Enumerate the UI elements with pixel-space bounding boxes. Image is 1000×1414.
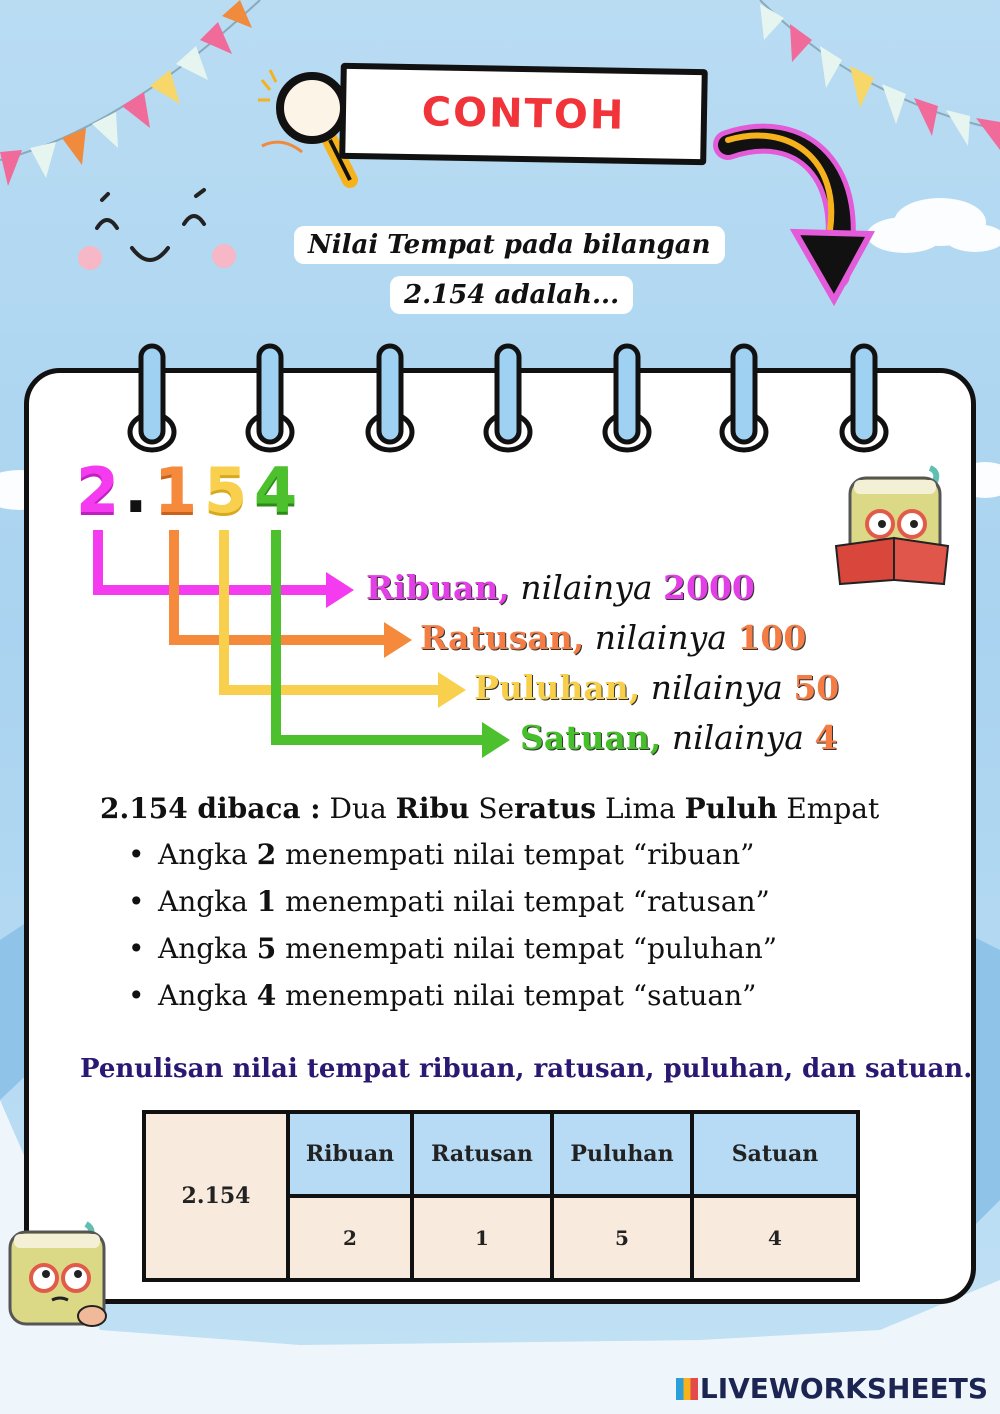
book-mascot-icon — [830, 458, 960, 588]
list-item: • Angka 2 menempati nilai tempat “ribuan” — [158, 838, 777, 885]
place-mid: nilainya — [640, 668, 794, 707]
list-item: • Angka 1 menempati nilai tempat “ratusan” — [158, 885, 777, 932]
value-satuan: 4 — [692, 1196, 858, 1280]
place-value-table — [142, 1110, 860, 1282]
place-mid: nilainya — [509, 568, 664, 607]
value-ratusan: 1 — [412, 1196, 552, 1280]
logo-icon — [676, 1378, 698, 1400]
list-item: • Angka 4 menempati nilai tempat “satuan” — [158, 979, 777, 1026]
place-mid: nilainya — [661, 718, 815, 757]
place-name: Ratusan, — [420, 618, 585, 657]
digit-thousands: 2 — [76, 454, 120, 527]
header-satuan: Satuan — [692, 1112, 858, 1196]
place-name: Satuan, — [520, 718, 662, 757]
header-ratusan: Ratusan — [412, 1112, 552, 1196]
question-line-2: 2.154 adalah... — [390, 276, 633, 314]
place-name: Ribuan, — [366, 568, 510, 607]
digit-tens: 5 — [204, 454, 248, 527]
place-value: 2000 — [663, 568, 755, 607]
place-line-ratusan — [420, 618, 806, 657]
list-item: • Angka 5 menempati nilai tempat “puluhan” — [158, 932, 777, 979]
place-value: 50 — [793, 668, 840, 707]
liveworksheets-logo[interactable] — [676, 1372, 988, 1405]
reading-label: 2.154 dibaca : — [100, 792, 321, 825]
place-value: 100 — [737, 618, 807, 657]
digit-separator: . — [124, 454, 148, 527]
header-puluhan: Puluhan — [552, 1112, 692, 1196]
reading-line: 2.154 dibaca : Dua Ribu Seratus Lima Puluh Empat — [100, 792, 880, 825]
header-ribuan: Ribuan — [288, 1112, 412, 1196]
value-ribuan: 2 — [288, 1196, 412, 1280]
place-line-puluhan — [474, 668, 839, 707]
digit-hundreds: 1 — [154, 454, 198, 527]
digit-ones: 4 — [254, 454, 298, 527]
title-text: CONTOH — [421, 89, 626, 139]
logo-text: LIVEWORKSHEETS — [699, 1372, 988, 1405]
table-title: Penulisan nilai tempat ribuan, ratusan, puluhan, dan satuan. — [80, 1054, 973, 1084]
place-mid: nilainya — [584, 618, 738, 657]
place-line-ribuan — [366, 568, 755, 607]
digit-place-list — [158, 838, 777, 1026]
thinking-book-mascot-icon — [4, 1216, 124, 1336]
value-puluhan: 5 — [552, 1196, 692, 1280]
question-line-1: Nilai Tempat pada bilangan — [294, 226, 725, 264]
place-line-satuan — [520, 718, 837, 757]
place-value: 4 — [814, 718, 838, 757]
place-name: Puluhan, — [474, 668, 641, 707]
table-number-cell: 2.154 — [144, 1112, 288, 1280]
